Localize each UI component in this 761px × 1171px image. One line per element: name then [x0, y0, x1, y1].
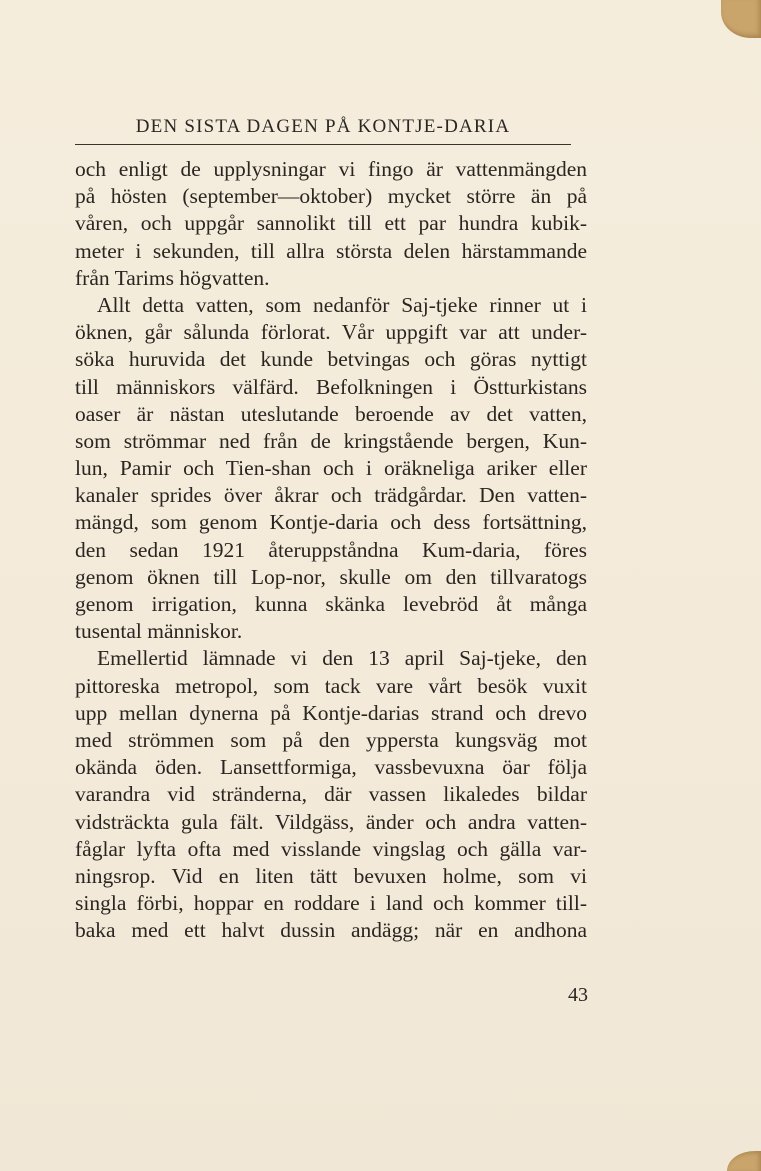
body-line: mängd, som genom Kontje-daria och dess fortsättning,	[75, 510, 587, 535]
body-line: som strömmar ned från de kringstående bergen, Kun-	[75, 428, 587, 453]
body-line: öknen, går sålunda förlorat. Vår uppgift var att under-	[75, 320, 587, 345]
body-line: pittoreska metropol, som tack vare vårt besök vuxit	[75, 673, 587, 698]
body-line: våren, och uppgår sannolikt till ett par hundra kubik-	[75, 211, 587, 236]
body-line: genom irrigation, kunna skänka levebröd åt många	[75, 592, 587, 616]
body-line: ningsrop. Vid en liten tätt bevuxen holme, som vi	[75, 863, 587, 888]
body-line: baka med ett halvt dussin andägg; när en andhona	[75, 918, 587, 943]
page-corner-tab-top	[721, 0, 761, 38]
body-line: från Tarims högvatten.	[75, 265, 270, 290]
body-line: Emellertid lämnade vi den 13 april Saj-tjeke, den	[97, 646, 587, 671]
body-line: kanaler sprides över åkrar och trädgårdar. Den vatten-	[75, 483, 587, 508]
page-corner-tab-bottom	[727, 1151, 761, 1171]
page-number: 43	[568, 984, 588, 1006]
body-line: varandra vid stränderna, där vassen likaledes bildar	[75, 782, 587, 807]
body-line: lun, Pamir och Tien-shan och i oräkneliga ariker eller	[75, 456, 587, 481]
body-line: meter i sekunden, till allra största delen härstammande	[75, 238, 587, 263]
running-head-rule	[75, 144, 571, 145]
body-text	[75, 156, 587, 944]
body-line: oaser är nästan uteslutande beroende av det vatten,	[75, 401, 587, 426]
body-line: Allt detta vatten, som nedanför Saj-tjeke rinner ut i	[97, 292, 587, 317]
body-line: singla förbi, hoppar en roddare i land och kommer till-	[75, 891, 587, 916]
body-line: på hösten (september—oktober) mycket större än på	[75, 184, 587, 209]
body-line: söka huruvida det kunde betvingas och göras nyttigt	[75, 347, 587, 372]
body-line: till människors välfärd. Befolkningen i Östturkistans	[75, 374, 587, 399]
body-line: upp mellan dynerna på Kontje-darias strand och drevo	[75, 700, 587, 725]
body-line: okända öden. Lansettformiga, vassbevuxna öar följa	[75, 755, 587, 780]
body-line: vidsträckta gula fält. Vildgäss, änder och andra vatten-	[75, 809, 587, 834]
body-line: med strömmen som på den yppersta kungsväg mot	[75, 727, 587, 752]
body-line: tusental människor.	[75, 619, 243, 644]
body-line: och enligt de upplysningar vi fingo är vattenmängden	[75, 157, 587, 181]
body-line: genom öknen till Lop-nor, skulle om den tillvaratogs	[75, 564, 587, 589]
body-line: den sedan 1921 återuppståndna Kum-daria, föres	[75, 537, 587, 562]
body-line: fåglar lyfta ofta med visslande vingslag och gälla var-	[75, 836, 587, 861]
running-head: DEN SISTA DAGEN PÅ KONTJE-DARIA	[135, 116, 511, 137]
